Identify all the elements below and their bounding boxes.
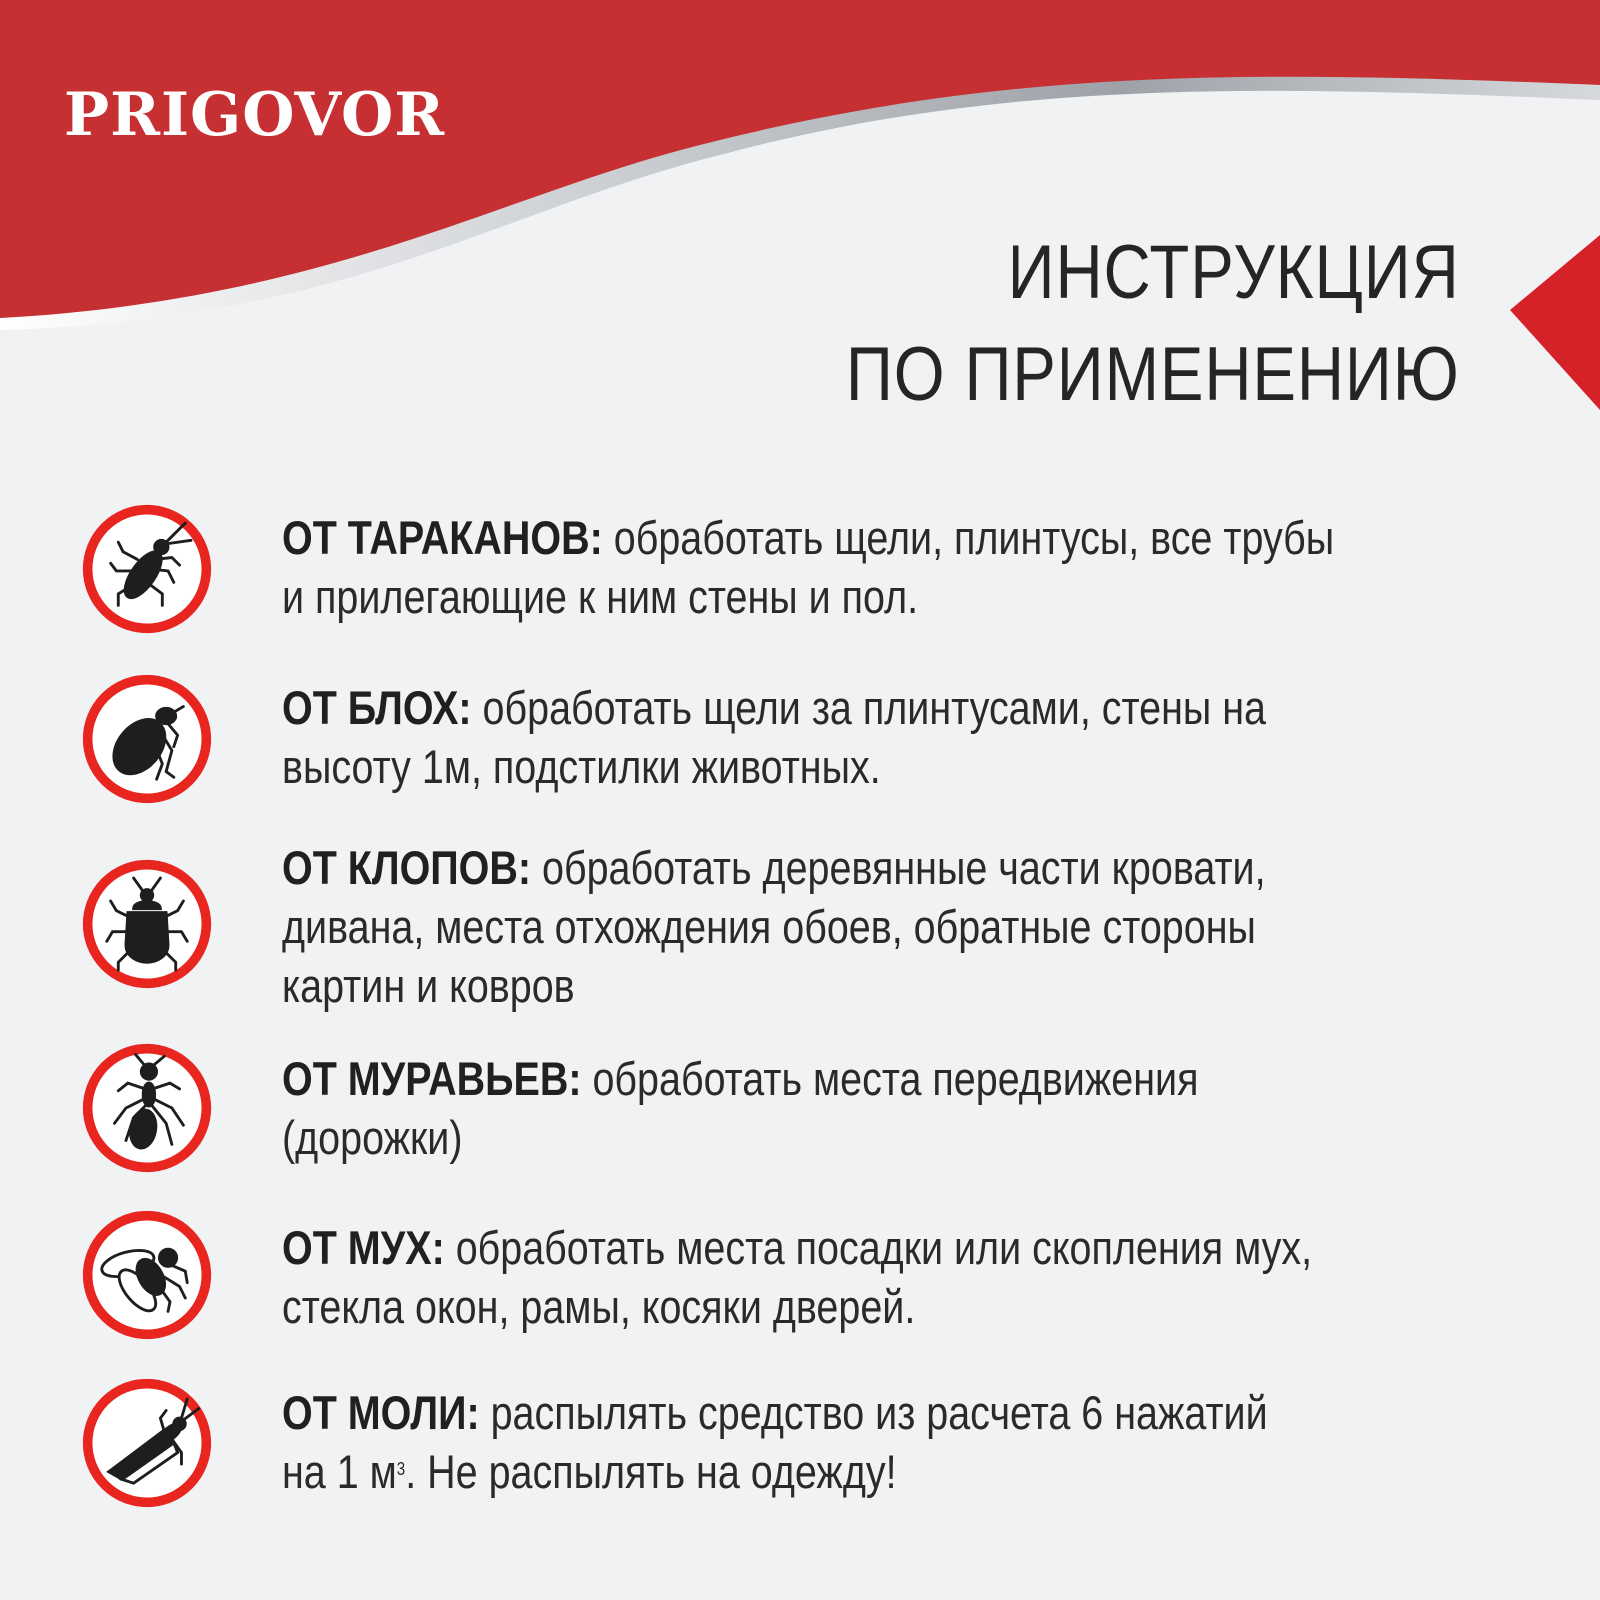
ant-icon [80,1041,214,1175]
pest-label: ОТ МУХ: [282,1221,445,1274]
page-title-line-1: ИНСТРУКЦИЯ [1007,230,1460,315]
instruction-line: обработать щели, плинтусы, все трубы [602,511,1335,564]
page-title-line-2: ПО ПРИМЕНЕНИЮ [846,332,1460,417]
pest-label: ОТ ТАРАКАНОВ: [282,511,603,564]
pest-label: ОТ МОЛИ: [282,1386,480,1439]
instruction-line: стекла окон, рамы, косяки дверей. [282,1280,916,1333]
pest-label: ОТ БЛОХ: [282,681,472,734]
page-title [846,222,1460,426]
pest-label: ОТ МУРАВЬЕВ: [282,1052,582,1105]
moth-icon [80,1376,214,1510]
red-corner-triangle [1510,235,1600,410]
cockroach-icon [80,502,214,636]
instruction-line: обработать места посадки или скопления мух, [444,1221,1313,1274]
instruction-text [282,678,1559,796]
instruction-line: и прилегающие к ним стены и пол. [282,570,919,623]
instruction-line: обработать деревянные части кровати, [531,841,1266,894]
instruction-text [282,1049,1559,1167]
bedbug-icon [80,857,214,991]
brand-logo: PRIGOVOR [64,80,446,150]
instruction-line: на 1 м [282,1445,397,1498]
superscript-cube: 3 [396,1459,406,1479]
pest-label: ОТ КЛОПОВ: [282,841,532,894]
instruction-line: картин и ковров [282,959,575,1012]
flea-icon [80,672,214,806]
instruction-line: (дорожки) [282,1111,463,1164]
instruction-line: дивана, места отхождения обоев, обратные стороны [282,900,1256,953]
fly-icon [80,1208,214,1342]
instruction-text [282,1218,1559,1336]
instruction-text [282,508,1559,626]
instruction-text [282,1383,1559,1501]
instruction-line: обработать места передвижения [581,1052,1199,1105]
instruction-text [282,838,1559,1015]
instruction-line: высоту 1м, подстилки животных. [282,740,881,793]
instruction-line: распылять средство из расчета 6 нажатий [479,1386,1268,1439]
instruction-line: обработать щели за плинтусами, стены на [471,681,1267,734]
instruction-line: . Не распылять на одежду! [405,1445,897,1498]
